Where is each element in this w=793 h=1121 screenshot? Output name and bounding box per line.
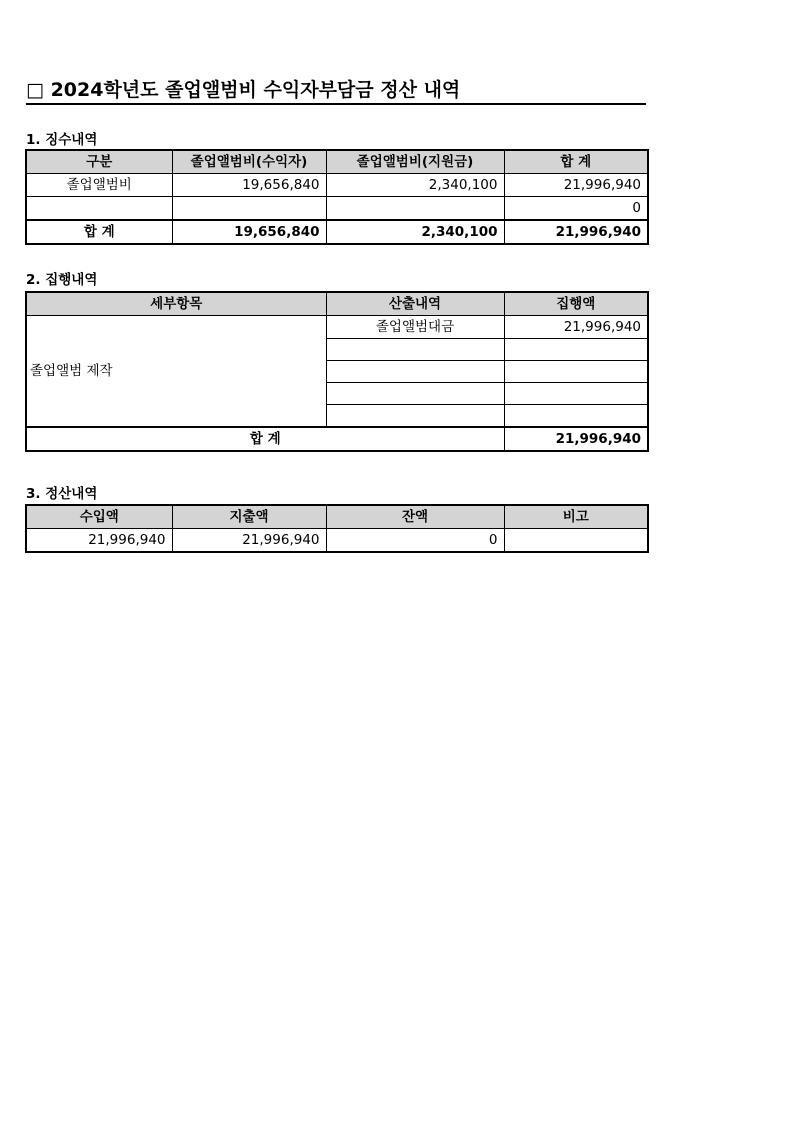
total-row — [26, 427, 648, 451]
cell-executed-amount — [504, 405, 648, 427]
section3-title: 3. 정산내역 — [26, 486, 98, 502]
total-label: 합 계 — [26, 427, 504, 451]
header-album-fee-subsidy: 졸업앨범비(지원금) — [326, 150, 504, 174]
cell-sum: 0 — [504, 197, 648, 221]
cell-subsidy: 2,340,100 — [326, 174, 504, 197]
cell-executed-amount — [504, 339, 648, 361]
table-header-row — [26, 150, 648, 174]
expenditure-table — [25, 291, 649, 452]
header-sum: 합 계 — [504, 150, 648, 174]
header-category: 구분 — [26, 150, 172, 174]
total-beneficiary: 19,656,840 — [172, 220, 326, 244]
cell-detail-item: 졸업앨범 제작 — [26, 316, 326, 427]
cell-executed-amount — [504, 361, 648, 383]
cell-balance: 0 — [326, 529, 504, 553]
total-row — [26, 220, 648, 244]
cell-calculation — [326, 383, 504, 405]
total-executed-amount: 21,996,940 — [504, 427, 648, 451]
cell-category: 졸업앨범비 — [26, 174, 172, 197]
table-header-row — [26, 292, 648, 316]
collection-table — [25, 149, 649, 245]
cell-income: 21,996,940 — [26, 529, 172, 553]
settlement-table — [25, 504, 649, 553]
total-sum: 21,996,940 — [504, 220, 648, 244]
cell-subsidy — [326, 197, 504, 221]
table-row — [26, 316, 648, 339]
total-subsidy: 2,340,100 — [326, 220, 504, 244]
cell-calculation — [326, 339, 504, 361]
cell-calculation: 졸업앨범대금 — [326, 316, 504, 339]
cell-executed-amount — [504, 383, 648, 405]
header-album-fee-beneficiary: 졸업앨범비(수익자) — [172, 150, 326, 174]
page-title: □ 2024학년도 졸업앨범비 수익자부담금 정산 내역 — [26, 79, 461, 101]
table-row — [26, 529, 648, 553]
cell-beneficiary — [172, 197, 326, 221]
header-remarks: 비고 — [504, 505, 648, 529]
section1-title: 1. 징수내역 — [26, 132, 98, 148]
header-detail-item: 세부항목 — [26, 292, 326, 316]
cell-remarks — [504, 529, 648, 553]
cell-category — [26, 197, 172, 221]
cell-calculation — [326, 361, 504, 383]
header-balance: 잔액 — [326, 505, 504, 529]
cell-sum: 21,996,940 — [504, 174, 648, 197]
table-row — [26, 197, 648, 221]
header-expense: 지출액 — [172, 505, 326, 529]
header-executed-amount: 집행액 — [504, 292, 648, 316]
table-header-row — [26, 505, 648, 529]
cell-executed-amount: 21,996,940 — [504, 316, 648, 339]
table-row — [26, 174, 648, 197]
cell-beneficiary: 19,656,840 — [172, 174, 326, 197]
section2-title: 2. 집행내역 — [26, 272, 98, 288]
cell-calculation — [326, 405, 504, 427]
total-label: 합 계 — [26, 220, 172, 244]
header-income: 수입액 — [26, 505, 172, 529]
title-underline — [26, 103, 646, 105]
cell-expense: 21,996,940 — [172, 529, 326, 553]
header-calculation: 산출내역 — [326, 292, 504, 316]
